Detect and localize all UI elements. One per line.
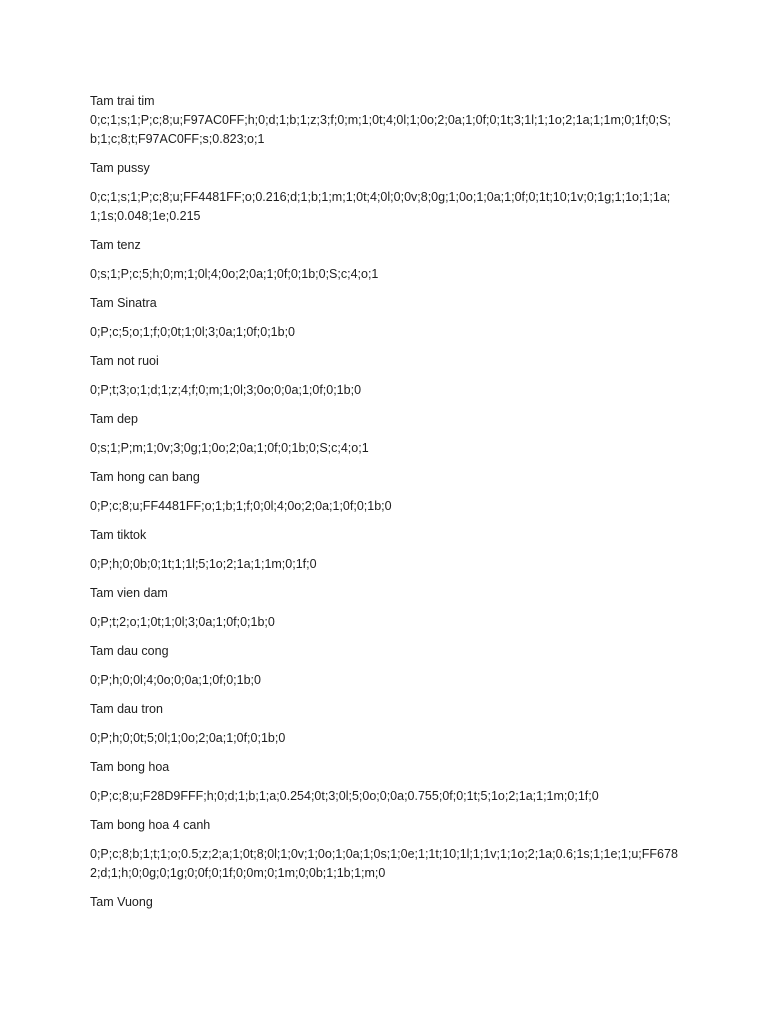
entry-tam-bong-hoa-4-canh [90,816,680,883]
entry-title: Tam dau cong [90,644,169,658]
entry-title: Tam dep [90,412,138,426]
entry-tam-dau-cong [90,642,680,690]
entry-title: Tam tenz [90,238,141,252]
entry-tam-hong-can-bang [90,468,680,516]
entry-tam-not-ruoi [90,352,680,400]
entry-code: 0;P;c;8;u;FF4481FF;o;1;b;1;f;0;0l;4;0o;2;0a;1;0f;0;1b;0 [90,499,392,513]
entry-code: 0;P;h;0;0b;0;1t;1;1l;5;1o;2;1a;1;1m;0;1f;0 [90,557,317,571]
entry-title: Tam not ruoi [90,354,159,368]
entry-tam-tiktok [90,526,680,574]
entry-code: 0;s;1;P;m;1;0v;3;0g;1;0o;2;0a;1;0f;0;1b;0;S;c;4;o;1 [90,441,369,455]
entry-code: 0;P;c;5;o;1;f;0;0t;1;0l;3;0a;1;0f;0;1b;0 [90,325,296,339]
entry-code: 0;P;t;3;o;1;d;1;z;4;f;0;m;1;0l;3;0o;0;0a;1;0f;0;1b;0 [90,383,362,397]
entry-tam-dep [90,410,680,458]
entry-title: Tam bong hoa [90,760,170,774]
entry-title: Tam bong hoa 4 canh [90,818,211,832]
entry-code: 0;c;1;s;1;P;c;8;u;F97AC0FF;h;0;d;1;b;1;z;3;f;0;m;1;0t;4;0l;1;0o;2;0a;1;0f;0;1t;3;1l;1;1o;2;1a;1;1m;0;1f;0;S;b;1;c;8;t;F97AC0FF;s;0.823;o;1 [90,113,671,146]
entry-code: 0;P;h;0;0t;5;0l;1;0o;2;0a;1;0f;0;1b;0 [90,731,286,745]
entry-tam-sinatra [90,294,680,342]
entry-tam-dau-tron [90,700,680,748]
entry-title: Tam hong can bang [90,470,200,484]
entry-code: 0;P;c;8;u;F28D9FFF;h;0;d;1;b;1;a;0.254;0t;3;0l;5;0o;0;0a;0.755;0f;0;1t;5;1o;2;1a;1;1m;0;1f;0 [90,789,599,803]
entry-code: 0;P;t;2;o;1;0t;1;0l;3;0a;1;0f;0;1b;0 [90,615,275,629]
entry-title: Tam trai tim [90,94,155,108]
entry-tam-pussy [90,159,680,226]
entry-tam-vuong [90,893,680,912]
entry-title: Tam Vuong [90,895,153,909]
entry-tam-bong-hoa [90,758,680,806]
entry-title: Tam vien dam [90,586,168,600]
entry-tam-tenz [90,236,680,284]
entry-title: Tam Sinatra [90,296,157,310]
entry-code: 0;P;c;8;b;1;t;1;o;0.5;z;2;a;1;0t;8;0l;1;0v;1;0o;1;0a;1;0s;1;0e;1;1t;10;1l;1;1v;1;1o;2;1a;0.6;1s;1;1e;1;u;FF6782;d;1;h;0;0g;0;1g;0;0f;0;1f;0;0m;0;1m;0;0b;1;1b;1;m;0 [90,847,678,880]
entry-title: Tam tiktok [90,528,147,542]
entry-code: 0;c;1;s;1;P;c;8;u;FF4481FF;o;0.216;d;1;b;1;m;1;0t;4;0l;0;0v;8;0g;1;0o;1;0a;1;0f;0;1t;10;1v;0;1g;1;1o;1;1a;1;1s;0.048;1e;0.215 [90,190,671,223]
entry-code: 0;s;1;P;c;5;h;0;m;1;0l;4;0o;2;0a;1;0f;0;1b;0;S;c;4;o;1 [90,267,379,281]
entry-title: Tam dau tron [90,702,163,716]
entry-tam-vien-dam [90,584,680,632]
entry-code: 0;P;h;0;0l;4;0o;0;0a;1;0f;0;1b;0 [90,673,261,687]
entry-tam-trai-tim [90,92,680,149]
entry-title: Tam pussy [90,161,150,175]
document-body [90,92,680,922]
